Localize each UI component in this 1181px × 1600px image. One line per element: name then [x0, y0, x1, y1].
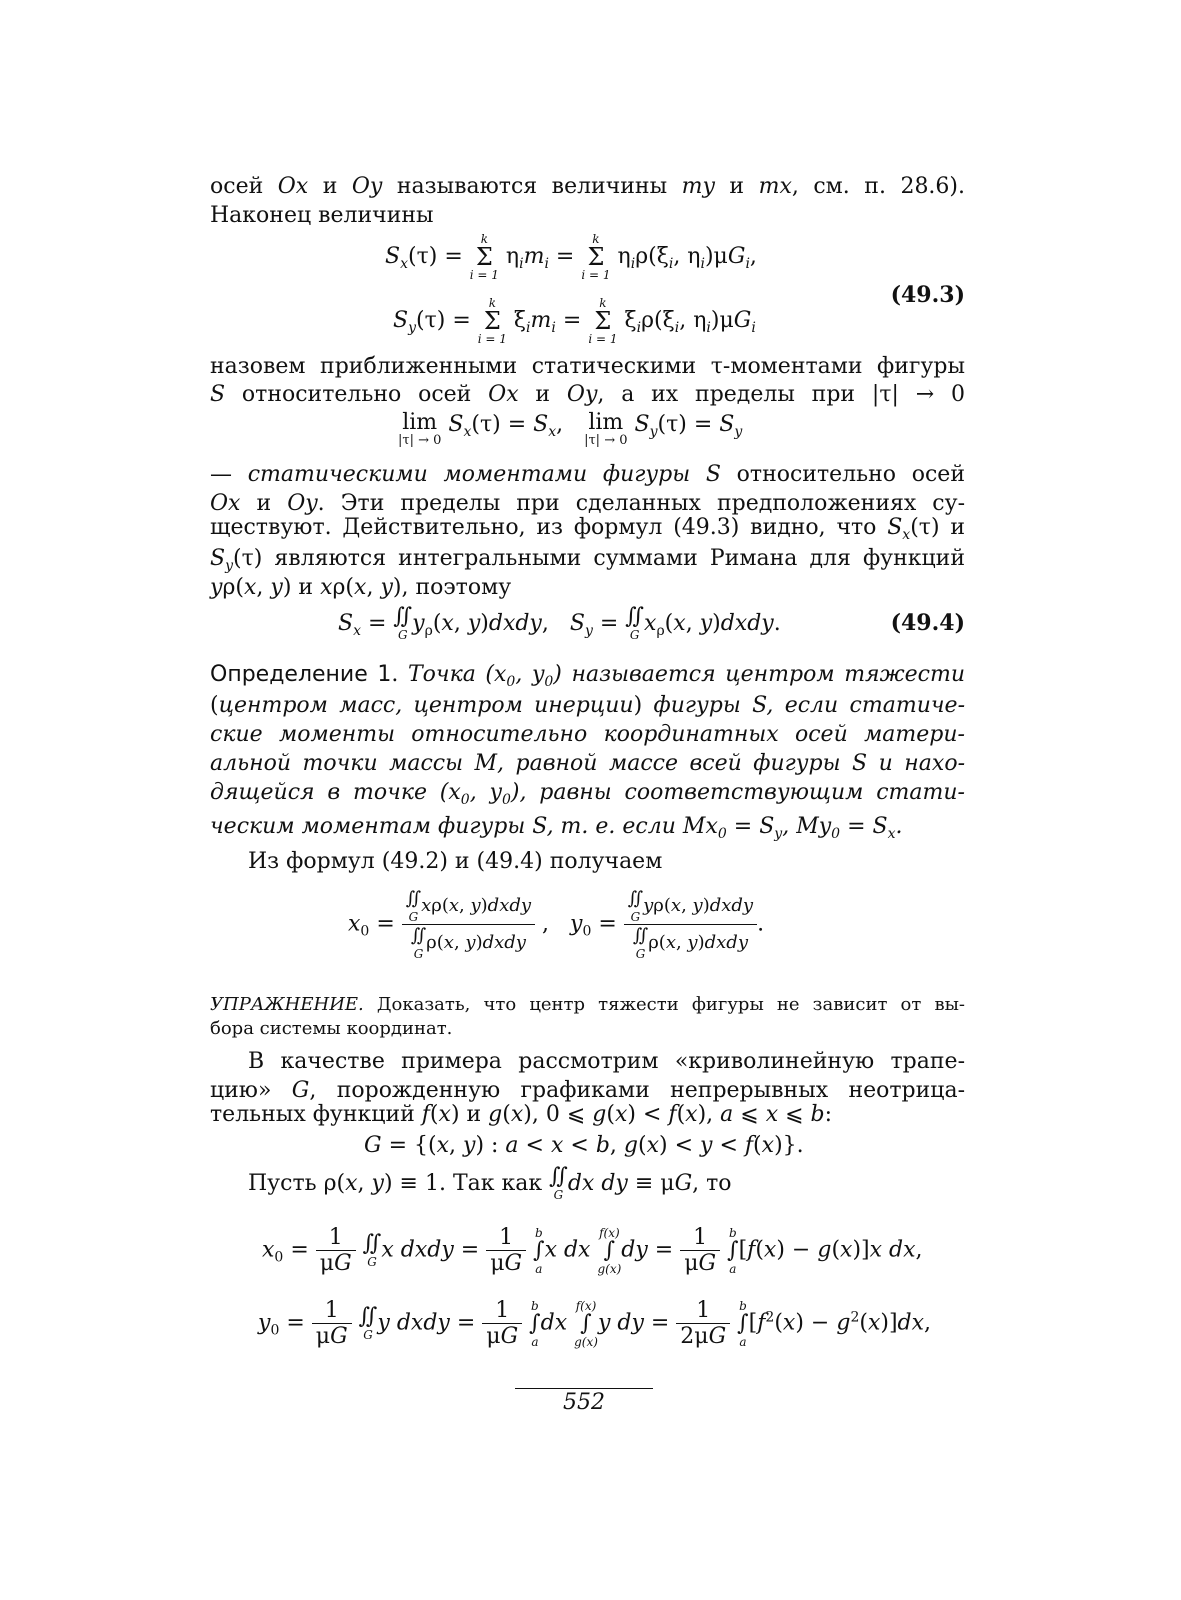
para2-line1: назовем приближенными статическими τ-моментами фигуры [210, 354, 965, 379]
definition-line4: альной точки массы M, равной массе всей фигуры S и нахо- [210, 751, 965, 776]
para5-line1: В качестве примера рассмотрим «криволинейную трапе- [248, 1049, 965, 1074]
exercise-line2: бора системы координат. [210, 1018, 453, 1039]
para3-line1: — статическими моментами фигуры S относительно осей [210, 462, 965, 487]
eq-49-4-number: (49.4) [890, 610, 965, 636]
definition-line6: ческим моментам фигуры S, т. е. если $Mx_0 = S_y$, $My_0 = S_x$. [210, 814, 903, 842]
para6: Пусть ρ(x, y) ≡ 1. Так как ∬ G dx dy ≡ μG, то [248, 1164, 732, 1202]
page-number: 552 [563, 1390, 605, 1415]
para1-line1: осей Ox и Oy называются величины my и mx, см. п. 28.6). [210, 174, 966, 199]
para2-line2: S относительно осей Ox и Oy, а их пределы при |τ| → 0 [210, 382, 965, 407]
para3-line5: yρ(x, y) и xρ(x, y), поэтому [210, 575, 512, 600]
para3-line4: $S_y(\tau)$ являются интегральными суммами Римана для функций [210, 546, 965, 574]
eq-final-y0: $y_0$ = $\frac{1}{\mu G}$ ∬ G y dxdy = $\frac{1}{\mu G}$ b ∫ a dx f(x) ∫ g(x) y dy = $\frac{1}{2\mu G}$ b ∫ a $[f^2(x) - g^2(x)]dx$, [258, 1298, 932, 1349]
footer-rule [515, 1388, 653, 1389]
definition-head: Определение 1 [210, 662, 392, 687]
para3-line3: ществуют. Действительно, из формул (49.3) видно, что $S_x(\tau)$ и [210, 515, 965, 543]
para1-line2: Наконец величины [210, 203, 434, 228]
para5-line3: тельных функций f(x) и g(x), 0 ⩽ g(x) < f(x), a ⩽ x ⩽ b: [210, 1102, 833, 1127]
eq-set-G: G = {(x, y) : a < x < b, g(x) < y < f(x)}. [364, 1133, 804, 1158]
exercise-line1: УПРАЖНЕНИЕ. Доказать, что центр тяжести фигуры не зависит от вы- [210, 994, 965, 1015]
eq-49-3-number: (49.3) [890, 282, 965, 308]
definition-line2: (центром масс, центром инерции) фигуры S, если статиче- [210, 693, 965, 718]
eq-center-of-mass: $x_0$ = ∬ G xρ(x, y)dxdy ∬ G ρ(x, y)dxdy , $y_0$ = ∬ G yρ(x, y)dxdy ∬ G ρ(x, y)dxdy . [348, 888, 765, 961]
exercise-label: УПРАЖНЕНИЕ. [210, 994, 364, 1015]
eq-49-3-line1: $S_x(\tau)$ = k Σ i = 1 $\eta_im_i$ = k Σ i = 1 $\eta_i\rho(\xi_i$, $\eta_i)\mu G_i$, [385, 232, 757, 282]
eq-limits: lim |τ| → 0 $S_x(\tau) = S_x$, lim |τ| → 0 $S_y(\tau) = S_y$ [398, 410, 743, 448]
definition-line3: ские моменты относительно координатных осей матери- [210, 722, 965, 747]
definition-line1: Определение 1. Точка ($x_0$, $y_0$) называется центром тяжести [210, 662, 965, 690]
para3-line2: Ox и Oy. Эти пределы при сделанных предположениях су- [210, 491, 966, 516]
eq-49-3-line2: $S_y(\tau)$ = k Σ i = 1 $\xi_im_i$ = k Σ i = 1 $\xi_i\rho(\xi_i$, $\eta_i)\mu G_i$ [393, 296, 756, 346]
definition-line5: дящейся в точке ($x_0$, $y_0$), равны соответствующим стати- [210, 780, 965, 808]
para5-line2: цию» G, порожденную графиками непрерывных неотрица- [210, 1078, 966, 1103]
para4: Из формул (49.2) и (49.4) получаем [248, 849, 663, 874]
eq-final-x0: $x_0$ = $\frac{1}{\mu G}$ ∬ G x dxdy = $\frac{1}{\mu G}$ b ∫ a x dx f(x) ∫ g(x) dy = $\frac{1}{\mu G}$ b ∫ a [f(x) − g(x)]x dx, [262, 1225, 923, 1276]
eq-49-4: $S_x$ = ∬ G $y_\rho(x$, y)dxdy, $S_y$ = ∬ G $x_\rho(x$, y)dxdy. [338, 604, 781, 642]
